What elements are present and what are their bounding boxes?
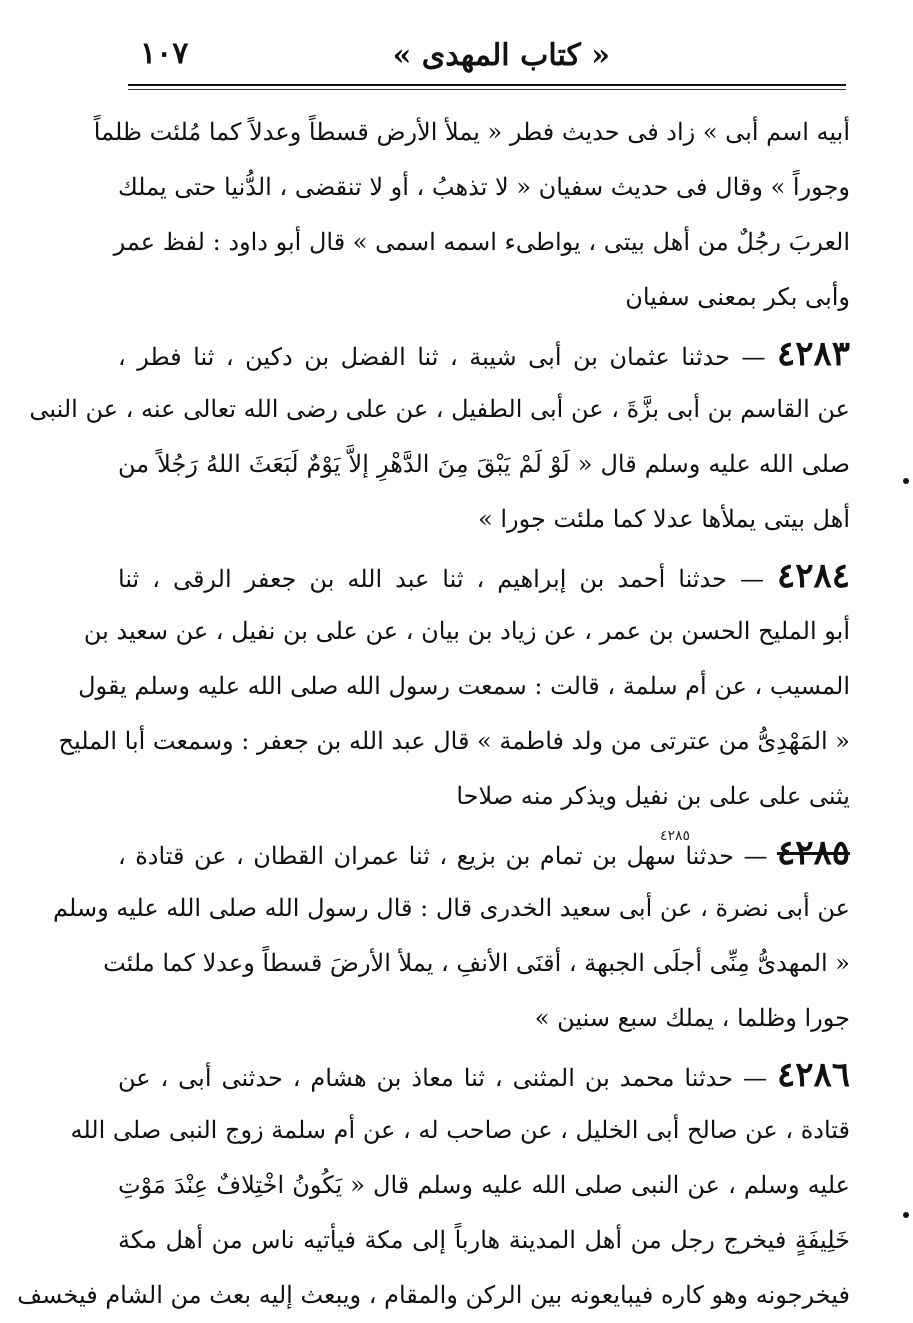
text-line <box>53 881 850 936</box>
text-line <box>58 714 850 769</box>
text-line <box>118 160 850 215</box>
text-line <box>113 215 850 270</box>
line-text: — حدثنا محمد بن المثنى ، ثنا معاذ بن هشام ، حدثنى أبى ، عن <box>118 1064 768 1092</box>
text-line <box>83 604 850 659</box>
header-rule-thin <box>128 89 846 90</box>
hadith-start-line <box>118 1048 850 1103</box>
page-number: ١٠٧ <box>140 36 189 71</box>
line-text: عن القاسم بن أبى بزَّةَ ، عن أبى الطفيل ، عن على رضى الله تعالى عنه ، عن النبى <box>29 395 850 423</box>
header-rule <box>128 84 846 86</box>
text-line <box>118 437 850 492</box>
text-line <box>118 991 850 1046</box>
line-text: — حدثنا عثمان بن أبى شيبة ، ثنا الفضل بن دكين ، ثنا فطر ، <box>118 343 766 371</box>
margin-dot <box>903 478 909 484</box>
line-text: العربَ رجُلٌ من أهل بيتى ، يواطىء اسمه اسمى » قال أبو داود : لفظ عمر <box>113 228 850 256</box>
line-text: صلى الله عليه وسلم قال « لَوْ لَمْ يَبْقَ مِنَ الدَّهْرِ إلاَّ يَوْمٌ لَبَعَثَ اللهُ رَجُلاً من <box>118 450 850 478</box>
line-text: فيخرجونه وهو كاره فيبايعونه بين الركن والمقام ، ويبعث إليه بعث من الشام فيخسف <box>17 1281 850 1309</box>
line-text: خَلِيفَةٍ فيخرج رجل من أهل المدينة هارباً إلى مكة فيأتيه ناس من أهل مكة <box>118 1226 850 1254</box>
text-line <box>103 936 850 991</box>
hadith-start-line <box>118 327 850 382</box>
line-text: يثنى على على بن نفيل ويذكر منه صلاحا <box>456 782 850 810</box>
text-line <box>118 492 850 547</box>
line-text: أبيه اسم أبى » زاد فى حديث فطر « يملأ الأرض قسطاً وعدلاً كما مُلئت ظلماً <box>93 118 850 146</box>
text-line <box>118 1213 850 1268</box>
line-text: « المهدىُّ مِنِّى أجلَى الجبهة ، أقنَى الأنفِ ، يملأ الأرضَ قسطاً وعدلا كما ملئت <box>103 949 850 977</box>
line-text: قتادة ، عن صالح أبى الخليل ، عن صاحب له ، عن أم سلمة زوج النبى صلى الله <box>70 1116 850 1144</box>
text-line <box>17 1268 850 1323</box>
hadith-start-line <box>118 826 850 881</box>
text-line <box>118 270 850 325</box>
line-text: عليه وسلم ، عن النبى صلى الله عليه وسلم قال « يَكُونُ اخْتِلافٌ عِنْدَ مَوْتِ <box>118 1171 850 1199</box>
margin-dot <box>903 1212 909 1218</box>
line-text: أهل بيتى يملأها عدلا كما ملئت جورا » <box>478 505 850 533</box>
hadith-number: ٤٢٨٦ <box>776 1055 850 1095</box>
text-line <box>70 1103 850 1158</box>
hadith-number: ٤٢٨٤ <box>776 556 850 596</box>
text-line <box>78 659 850 714</box>
line-text: « المَهْدِىُّ من عترتى من ولد فاطمة » قال عبد الله بن جعفر : وسمعت أبا المليح <box>58 727 850 755</box>
line-text: جورا وظلما ، يملك سبع سنين » <box>534 1004 850 1032</box>
hadith-number: ٤٢٨٣ <box>776 334 850 374</box>
body-text <box>17 105 850 1323</box>
running-title: « كتاب المهدى » <box>392 38 610 73</box>
text-line <box>93 105 850 160</box>
hadith-number: ٤٢٨٥ <box>776 833 850 873</box>
line-text: المسيب ، عن أم سلمة ، قالت : سمعت رسول الله صلى الله عليه وسلم يقول <box>78 672 850 700</box>
line-text: — حدثنا أحمد بن إبراهيم ، ثنا عبد الله بن جعفر الرقى ، ثنا <box>118 565 764 593</box>
line-text: وأبى بكر بمعنى سفيان <box>625 283 850 311</box>
line-text: وجوراً » وقال فى حديث سفيان « لا تذهبُ ، أو لا تنقضى ، الدُّنيا حتى يملك <box>117 173 850 201</box>
margin-note: ٤٢٨٥ <box>660 828 691 844</box>
line-text: أبو المليح الحسن بن عمر ، عن زياد بن بيان ، عن على بن نفيل ، عن سعيد بن <box>83 617 850 645</box>
page-header <box>140 30 840 80</box>
text-line <box>118 769 850 824</box>
line-text: — حدثنا سهل بن تمام بن بزيع ، ثنا عمران القطان ، عن قتادة ، <box>118 842 768 870</box>
hadith-start-line <box>118 549 850 604</box>
text-line <box>118 1158 850 1213</box>
text-line <box>29 382 850 437</box>
line-text: عن أبى نضرة ، عن أبى سعيد الخدرى قال : قال رسول الله صلى الله عليه وسلم <box>53 894 850 922</box>
